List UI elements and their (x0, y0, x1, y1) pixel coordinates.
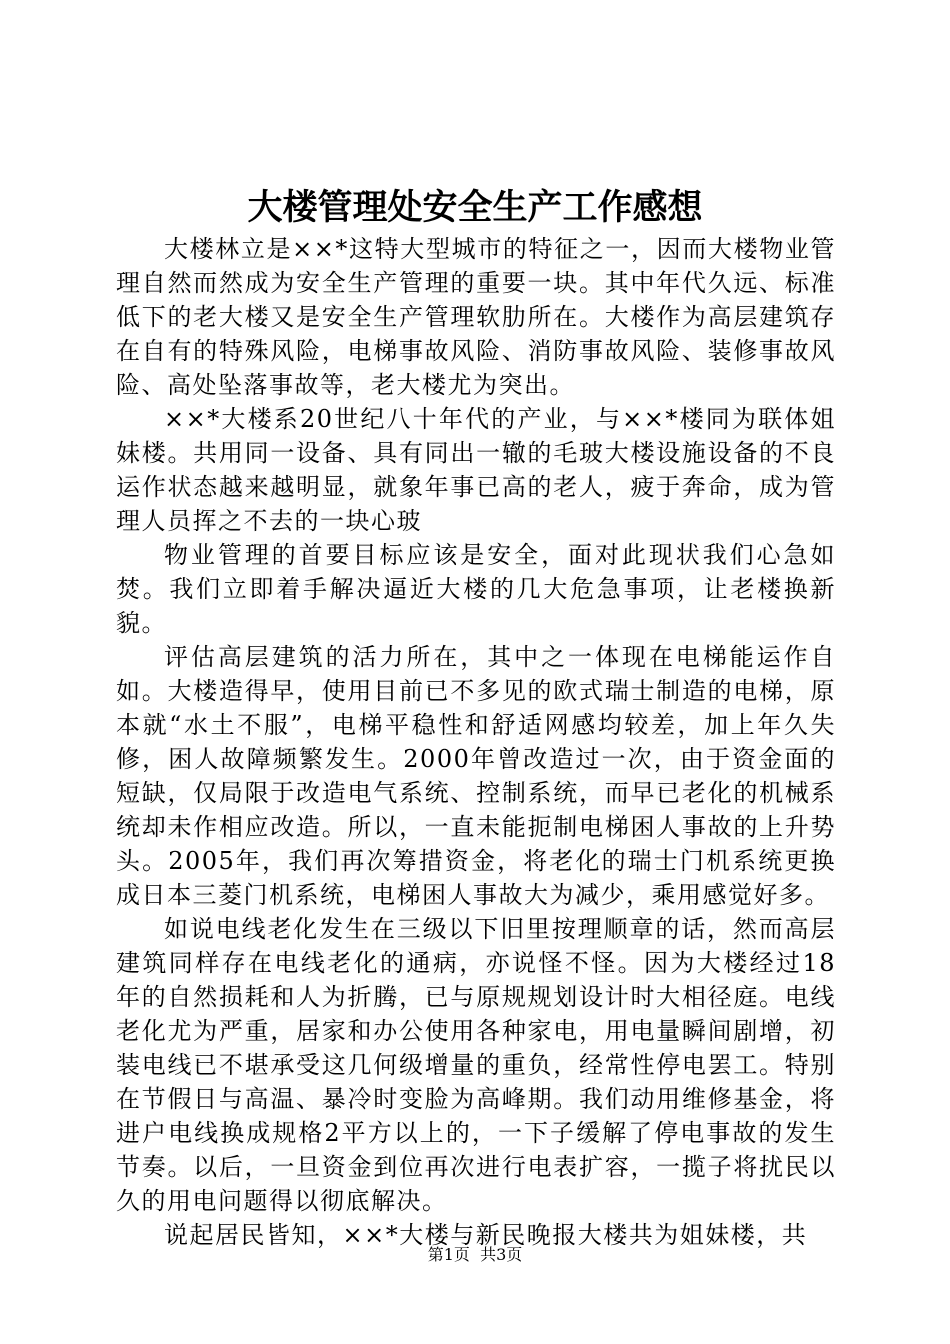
document-body (116, 232, 836, 1252)
page-total: 共3页 (480, 1245, 523, 1264)
page-footer (0, 1244, 950, 1266)
document-title: 大楼管理处安全生产工作感想 (247, 187, 703, 228)
footer-spacer (470, 1245, 480, 1264)
paragraph-1: 大楼林立是××*这特大型城市的特征之一，因而大楼物业管理自然而然成为安全生产管理的重要一块。其中年代久远、标准低下的老大楼又是安全生产管理软肋所在。大楼作为高层建筑存在自有的特殊风险，电梯事故风险、消防事故风险、装修事故风险、高处坠落事故等，老大楼尤为突出。 (116, 235, 836, 399)
paragraph-2: ××*大楼系20世纪八十年代的产业，与××*楼同为联体姐妹楼。共用同一设备、具有同出一辙的毛玻大楼设施设备的不良运作状态越来越明显，就象年事已高的老人，疲于奔命，成为管理人员挥之不去的一块心玻 (116, 405, 836, 535)
paragraph-3: 物业管理的首要目标应该是安全，面对此现状我们心急如焚。我们立即着手解决逼近大楼的几大危急事项，让老楼换新貌。 (116, 541, 836, 637)
page-number: 第1页 (427, 1245, 470, 1264)
paragraph-5: 如说电线老化发生在三级以下旧里按理顺章的话，然而高层建筑同样存在电线老化的通病，亦说怪不怪。因为大楼经过18年的自然损耗和人为折腾，已与原规规划设计时大相径庭。电线老化尤为严重，居家和办公使用各种家电，用电量瞬间剧增，初装电线已不堪承受这几何级增量的重负，经常性停电罢工。特别在节假日与高温、暴冷时变脸为高峰期。我们动用维修基金，将进户电线换成规格2平方以上的，一下子缓解了停电事故的发生节奏。以后，一旦资金到位再次进行电表扩容，一揽子将扰民以久的用电问题得以彻底解决。 (116, 915, 836, 1215)
paragraph-4: 评估高层建筑的活力所在，其中之一体现在电梯能运作自如。大楼造得早，使用目前已不多见的欧式瑞士制造的电梯，原本就“水土不服”，电梯平稳性和舒适网感均较差，加上年久失修，困人故障频繁发生。2000年曾改造过一次，由于资金面的短缺，仅局限于改造电气系统、控制系统，而早已老化的机械系统却未作相应改造。所以，一直未能扼制电梯困人事故的上升势头。2005年，我们再次筹措资金，将老化的瑞士门机系统更换成日本三菱门机系统，电梯困人事故大为减少，乘用感觉好多。 (116, 643, 836, 909)
paragraph-6: 说起居民皆知，××*大楼与新民晚报大楼共为姐妹楼，共 (164, 1221, 808, 1249)
